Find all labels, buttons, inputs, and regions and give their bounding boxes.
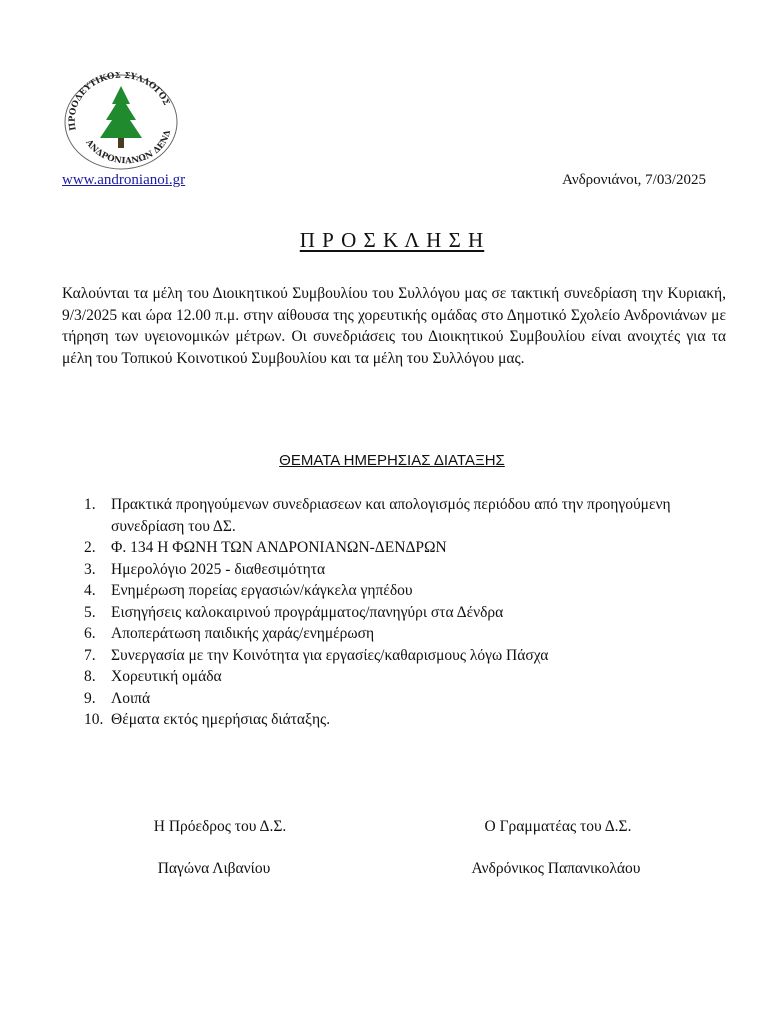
agenda-item-number: 2. (84, 539, 96, 556)
website-link[interactable]: www.andronianoi.gr (62, 172, 186, 188)
association-logo (62, 72, 180, 172)
logo-emblem (62, 72, 180, 172)
president-title: Η Πρόεδρος του Δ.Σ. (153, 818, 287, 835)
president-name: Παγώνα Λιβανίου (157, 860, 271, 877)
invitation-body: Καλούνται τα μέλη του Διοικητικού Συμβουλίου του Συλλόγου μας σε τακτική συνεδρίαση την Κυριακή, 9/3/2025 και ώρα 12.00 π.μ. στην αίθουσα της χορευτικής ομάδας στο Δημοτικό Σχολείο Ανδρονιάνων με τήρηση των υγειονομικών μέτρων. Οι συνεδριάσεις του Διοικητικού Συμβουλίου είναι ανοιχτές για τα μέλη του Τοπικού Κοινοτικού Συμβουλίου και τα μέλη του Συλλόγου μας. (62, 285, 726, 367)
agenda-item-number: 4. (84, 582, 96, 599)
fir-tree-icon (100, 86, 142, 148)
agenda-item-text: Πρακτικά προηγούμενων συνεδριασεων και απολογισμός περιόδου από την προηγούμενη συνεδρίαση του ΔΣ. (111, 496, 671, 535)
agenda-item-number: 5. (84, 603, 96, 621)
agenda-item-text: Συνεργασία με την Κοινότητα για εργασίες/καθαρισμους λόγω Πάσχα (111, 646, 549, 664)
agenda-item-number: 3. (84, 560, 96, 578)
agenda-item (84, 537, 704, 559)
agenda-item (84, 688, 704, 710)
agenda-item-number: 10. (84, 711, 104, 728)
agenda-item (84, 494, 704, 537)
agenda-heading: ΘΕΜΑΤΑ ΗΜΕΡΗΣΙΑΣ ΔΙΑΤΑΞΗΣ (279, 452, 505, 469)
agenda-item-text: Χορευτική ομάδα (111, 668, 222, 685)
agenda-list (84, 494, 704, 731)
agenda-item (84, 645, 704, 667)
agenda-item-text: Εισηγήσεις καλοκαιρινού προγράμματος/πανηγύρι στα Δένδρα (111, 603, 504, 621)
agenda-item-number: 8. (84, 668, 96, 685)
place-date: Ανδρονιάνοι, 7/03/2025 (562, 172, 706, 188)
agenda-item-text: Φ. 134 Η ΦΩΝΗ ΤΩΝ ΑΝΔΡΟΝΙΑΝΩΝ-ΔΕΝΔΡΩΝ (111, 539, 447, 556)
agenda-item (84, 559, 704, 581)
agenda-item-text: Αποπεράτωση παιδικής χαράς/ενημέρωση (111, 625, 375, 642)
logo-top-text: ΠΡΟΟΔΕΥΤΙΚΟΣ ΣΥΛΛΟΓΟΣ (67, 72, 172, 132)
secretary-name: Ανδρόνικος Παπανικολάου (471, 860, 641, 877)
agenda-item (84, 666, 704, 688)
agenda-item (84, 602, 704, 624)
agenda-item (84, 623, 704, 645)
document-title: Π Ρ Ο Σ Κ Λ Η Σ Η (299, 228, 485, 252)
agenda-item-number: 9. (84, 689, 96, 707)
agenda-item-text: Ημερολόγιο 2025 - διαθεσιμότητα (111, 560, 326, 578)
secretary-title: Ο Γραμματέας του Δ.Σ. (484, 818, 632, 835)
agenda-item-text: Θέματα εκτός ημερήσιας διάταξης. (111, 711, 331, 728)
agenda-item (84, 580, 704, 602)
agenda-item (84, 709, 704, 731)
agenda-item-number: 6. (84, 625, 96, 642)
agenda-item-text: Ενημέρωση πορείας εργασιών/κάγκελα γηπέδου (111, 582, 413, 599)
agenda-item-text: Λοιπά (111, 689, 151, 707)
agenda-item-number: 1. (84, 496, 96, 513)
logo-bottom-text: ΑΝΔΡΟΝΙΑΝΩΝ ΔΕΝΔ (83, 129, 174, 167)
agenda-item-number: 7. (84, 646, 96, 664)
